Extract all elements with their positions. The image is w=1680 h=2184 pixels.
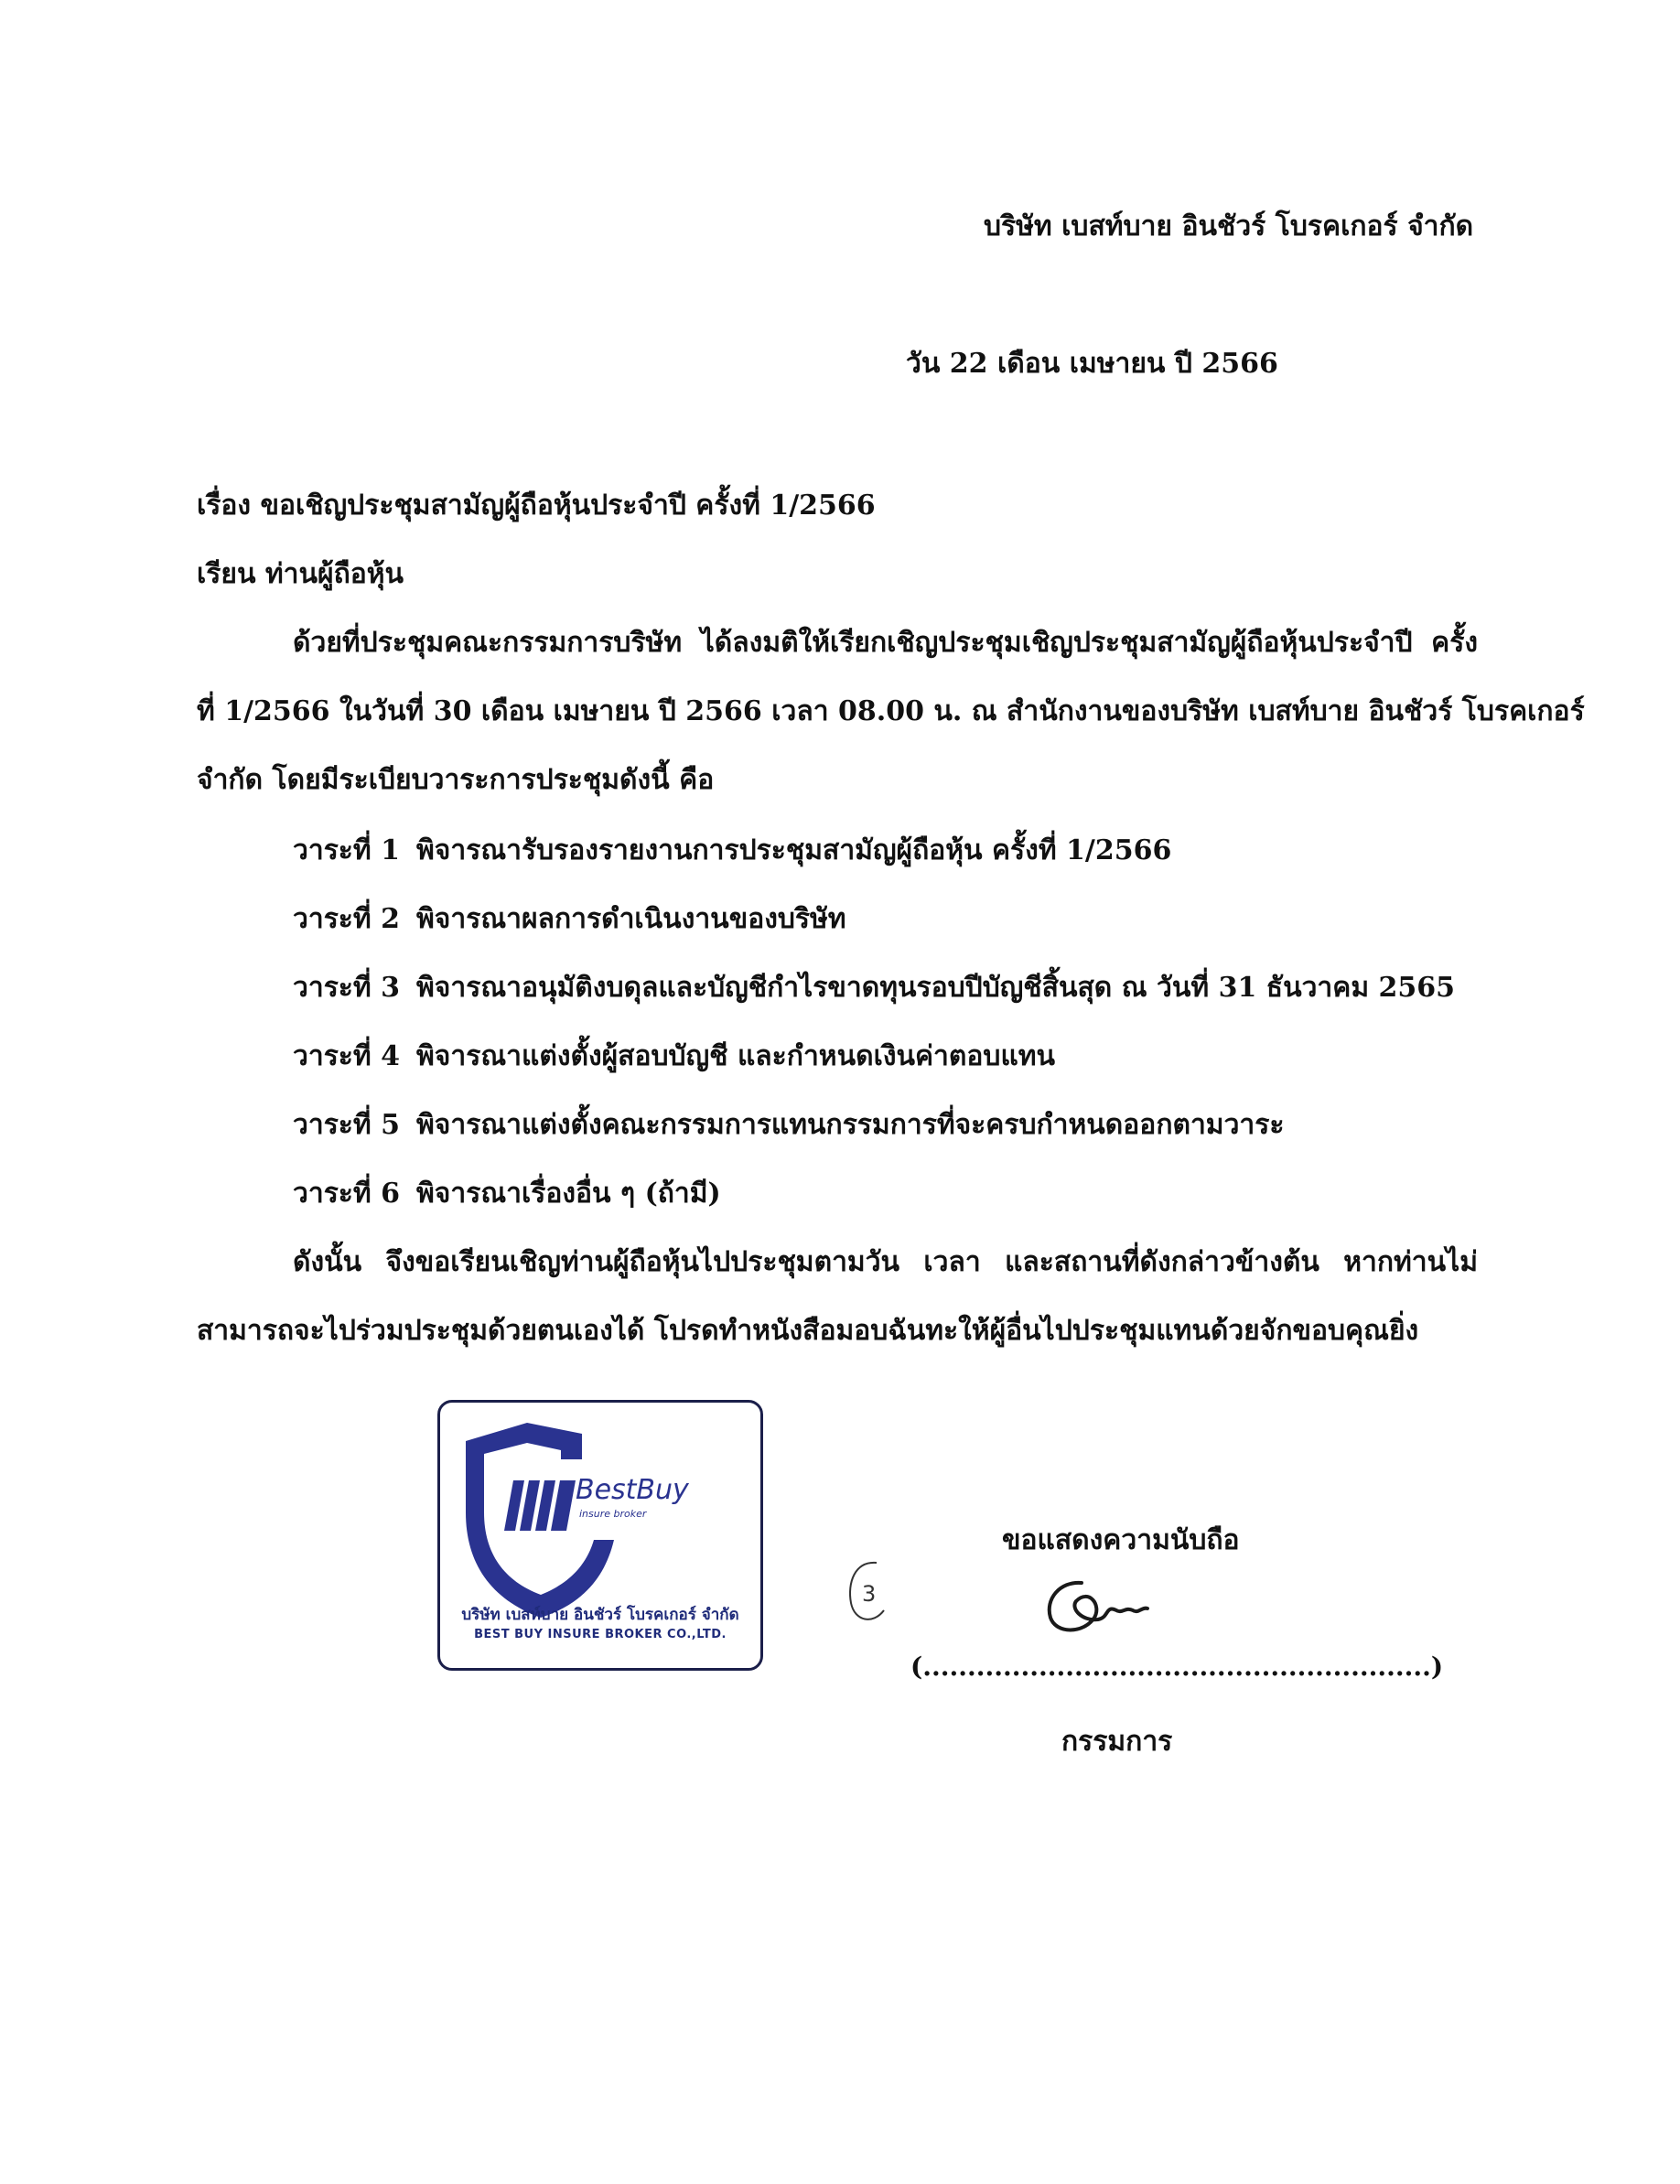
agenda-number: วาระที่ 5 xyxy=(293,1109,401,1141)
company-stamp xyxy=(437,1400,763,1671)
closing-line-2: สามารถจะไปร่วมประชุมด้วยตนเองได้ โปรดทำหนังสือมอบฉันทะให้ผู้อื่นไปประชุมแทนด้วยจักขอบคุณยิ่ง xyxy=(197,1315,1419,1347)
agenda-number: วาระที่ 6 xyxy=(293,1178,401,1210)
stamp-thai-name: บริษัท เบสท์บาย อินชัวร์ โบรคเกอร์ จำกัด xyxy=(461,1606,739,1624)
letter-subject: เรื่อง ขอเชิญประชุมสามัญผู้ถือหุ้นประจำปี ครั้งที่ 1/2566 xyxy=(197,490,876,522)
agenda-text: พิจารณาแต่งตั้งคณะกรรมการแทนกรรมการที่จะครบกำหนดออกตามวาระ xyxy=(416,1109,1285,1141)
stamp-brand-sub: insure broker xyxy=(579,1508,647,1520)
signer-title: กรรมการ xyxy=(1061,1726,1173,1758)
agenda-text: พิจารณาแต่งตั้งผู้สอบบัญชี และกำหนดเงินค่าตอบแทน xyxy=(416,1040,1056,1072)
stamp-english-name: BEST BUY INSURE BROKER CO.,LTD. xyxy=(474,1628,727,1641)
intro-line-2: ที่ 1/2566 ในวันที่ 30 เดือน เมษายน ปี 2566 เวลา 08.00 น. ณ สำนักงานของบริษัท เบสท์บาย อินชัวร์ โบรคเกอร์ xyxy=(197,695,1585,727)
letter-date: วัน 22 เดือน เมษายน ปี 2566 xyxy=(906,348,1278,380)
agenda-text: พิจารณาผลการดำเนินงานของบริษัท xyxy=(416,903,846,935)
agenda-item xyxy=(293,1040,1055,1073)
agenda-item xyxy=(293,1109,1285,1142)
agenda-number: วาระที่ 1 xyxy=(293,834,401,866)
signature-line: (.........................................................) xyxy=(910,1651,1444,1682)
stamp-brand: BestBuy xyxy=(576,1474,689,1506)
agenda-item xyxy=(293,1178,721,1210)
handwritten-signature xyxy=(1034,1565,1162,1651)
agenda-text: พิจารณารับรองรายงานการประชุมสามัญผู้ถือหุ้น ครั้งที่ 1/2566 xyxy=(416,834,1172,866)
agenda-item xyxy=(293,903,846,936)
intro-line-1: ด้วยที่ประชุมคณะกรรมการบริษัท ได้ลงมติให้เรียกเชิญประชุมเชิญประชุมสามัญผู้ถือหุ้นประจำปี ครั้ง xyxy=(293,627,1478,659)
intro-line-3: จำกัด โดยมีระเบียบวาระการประชุมดังนี้ คือ xyxy=(197,764,715,796)
agenda-number: วาระที่ 4 xyxy=(293,1040,401,1072)
company-name: บริษัท เบสท์บาย อินชัวร์ โบรคเกอร์ จำกัด xyxy=(984,210,1474,242)
circled-number-mark xyxy=(842,1555,897,1632)
agenda-number: วาระที่ 2 xyxy=(293,903,401,935)
closing-line-1: ดังนั้น จึงขอเรียนเชิญท่านผู้ถือหุ้นไปประชุมตามวัน เวลา และสถานที่ดังกล่าวข้างต้น หากท่านไม่ xyxy=(293,1246,1478,1278)
closing-salutation: ขอแสดงความนับถือ xyxy=(1002,1524,1240,1556)
agenda-item xyxy=(293,834,1171,867)
agenda-item xyxy=(293,972,1455,1005)
circled-number-text: 3 xyxy=(862,1581,877,1607)
agenda-text: พิจารณาเรื่องอื่น ๆ (ถ้ามี) xyxy=(416,1178,721,1210)
agenda-text: พิจารณาอนุมัติงบดุลและบัญชีกำไรขาดทุนรอบปีบัญชีสิ้นสุด ณ วันที่ 31 ธันวาคม 2565 xyxy=(416,972,1456,1004)
letter-salutation: เรียน ท่านผู้ถือหุ้น xyxy=(197,558,404,590)
agenda-number: วาระที่ 3 xyxy=(293,972,401,1004)
